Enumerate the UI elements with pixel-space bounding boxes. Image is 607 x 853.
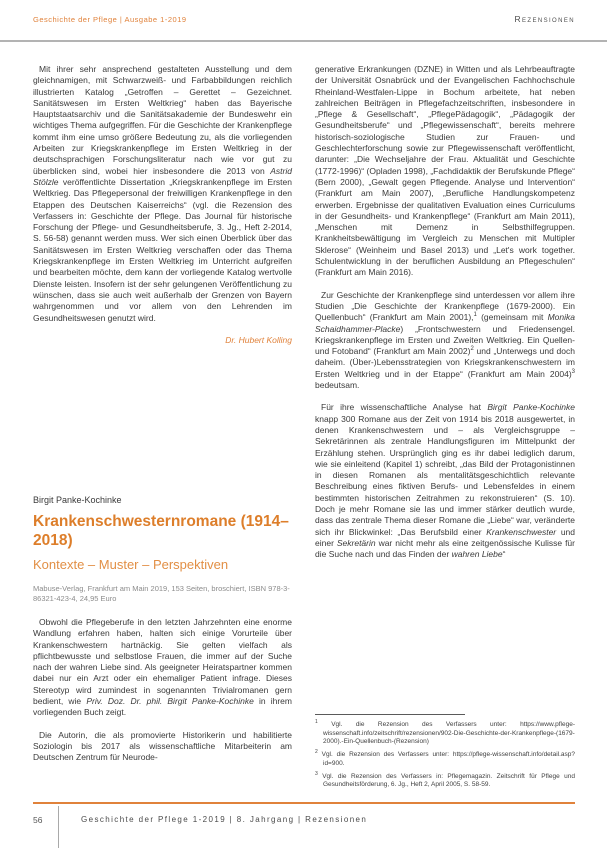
left-column [33, 64, 292, 800]
footer-rule [33, 802, 575, 804]
book-subtitle: Kontexte – Muster – Perspektiven [33, 557, 229, 572]
footnote-rule [315, 714, 465, 715]
right-column [315, 64, 575, 800]
publication-info: Mabuse-Verlag, Frankfurt am Main 2019, 153 Seiten, broschiert, ISBN 978-3-86321-423-4, 24,95 Euro [33, 584, 290, 603]
footer-running-title: Geschichte der Pflege 1-2019 | 8. Jahrgang | Rezensionen [81, 815, 368, 824]
content-columns [33, 64, 575, 800]
paragraph-review-intro: Obwohl die Pflegeberufe in den letzten Jahrzehnten eine enorme Wandlung erfahren haben, halten sich einige Vorurteile über Krankenschwestern hartnäckig. Sie gelten vielfach als pflichtbewusste und selbstlose Frauen, die immer auf der Suche nach der wahren Liebe sind. Als geeigneter Heiratspartner kommen dabei nur ein Arzt oder ein ehemaliger Patient infrage. Dieses Stereotyp wird zumindest in sogenannten Trivialromanen gern bedient, wie Priv. Doz. Dr. phil. Birgit Panke-Kochinke in ihrem vorliegenden Buch zeigt. [33, 617, 292, 718]
page-number: 56 [33, 815, 43, 825]
footnote-2-text: Vgl. die Rezension des Verfassers unter: https://pflege-wissenschaft.info/detail.asp?id=900. [321, 751, 576, 767]
paragraph-author-bio: Die Autorin, die als promovierte Historikerin und habilitierte Soziologin bis 2017 als wissenschaftliche Mitarbeiterin am Deutschen Zentrum für Neurode- [33, 729, 292, 763]
review-head-block [33, 495, 292, 775]
reviewer-signature: Dr. Hubert Kolling [225, 334, 292, 345]
footnote-1 [315, 718, 575, 747]
header-section-label: Rezensionen [514, 14, 575, 24]
footnote-2 [315, 748, 576, 768]
paragraph-previous-studies: Zur Geschichte der Krankenpflege sind unterdessen vor allem ihre Studien „Die Geschichte der Krankenpflege (1679-2000). Ein Quellenbuch“ (Frankfurt am Main 2001),$^1$ (gemeinsam mit Monika Schaidhammer-Placke) „Frontschwestern und Friedensengel. Kriegskrankenpflege im Ersten und Zweiten Weltkrieg. Ein Quellen- und Fotoband“ (Frankfurt am Main 2002)$^2$ und „Unterwegs und doch daheim. (Über-)Lebensstrategien von Kriegskrankenschwestern im Ersten Weltkrieg und in der Etappe“ (Frankfurt am Main 2004)$^3$ bedeutsam. [315, 289, 575, 391]
footer-divider [58, 806, 59, 848]
header-rule [0, 40, 607, 42]
footnote-3 [315, 770, 575, 790]
book-title: Krankenschwesternromane (1914–2018) [33, 513, 289, 549]
footnote-3-number: 3 [315, 770, 318, 777]
footnote-1-text: Vgl. die Rezension des Verfassers unter: https://www.pflege-wissenschaft.info/zeitschrift/rezensionen/902-Die-Geschichte-der-Krankenpflege-(1679-2000).-Ein-Quellenbuch-(Rezension) [323, 721, 575, 746]
paragraph-analysis: Für ihre wissenschaftliche Analyse hat Birgit Panke-Kochinke knapp 300 Romane aus der Zeit von 1914 bis 2018 ausgewertet, in denen Krankenschwestern und – als Vergleichsgruppe – Sekretärinnen als zentrale Handlungsfiguren im Mittelpunkt der Erzählung stehen. Ursprünglich ging es ihr dabei lediglich darum, wie sie einleitend (Kapitel 1) schreibt, „das Bild der Protagonistinnen in diesen Romanen als mentalitätsgeschichtlich relevante Beschreibung eines fiktiven Berufs- und Lebensfeldes in einem bestimmten historischen Zeitrahmen zu rekonstruieren“ (S. 10). Doch je mehr Romane sie las und immer stärker deutlich wurde, dass das zentrale Thema dieser Romane die „Liebe“ war, veränderte sich ihr Blickwinkel: „Das Berufsbild einer Krankenschwester und einer Sekretärin war nicht mehr als eine zeitgenössische Kulisse für die Suche nach und das Finden der wahren Liebe“ [315, 402, 576, 560]
footnote-1-number: 1 [315, 718, 318, 725]
footnote-3-text: Vgl. die Rezension des Verfassers in: Pflegemagazin. Zeitschrift für Pflege und Gesundheitsförderung, 6. Jg., Heft 2, April 2005, S. 58-59. [322, 772, 575, 789]
book-author: Birgit Panke-Kochinke [33, 495, 122, 505]
paragraph-bio-continued: generative Erkrankungen (DZNE) in Witten und als Lehrbeauftragte der Universität Osnabrück und der Evangelischen Fachhochschule Rheinland-Westfalen-Lippe in Bochum arbeitete, hat neben zahlreichen Beiträgen in Pflegefachzeitschriften, insbesondere in „Pflege & Gesellschaft“, „PflegePädagogik“, „Pädagogik der Gesundheitsberufe“ und „Pflegewissenschaft“, bereits mehrere historisch-soziologische Studien zur Frauen- und Geschlechterforschung sowie zur Pflegewissenschaft veröffentlicht, darunter: „Die Wechseljahre der Frau. Aktualität und Geschichte (1772-1996)“ (Opladen 1998), „Fachdidaktik der Berufskunde Pflege“ (Bern 2000), „Gewalt gegen Pflegende. Analyse und Intervention“ (Frankfurt am Main 2007), „Berufliche Handlungskompetenz erwerben. Ergebnisse der qualitativen Evaluation eines Curriculums in der Gesundheits- und Krankenpflege“ (Frankfurt am Main 2011), „Menschen mit Demenz in Selbsthilfegruppen. Krankheitsbewältigung im Vergleich zu Menschen mit Multipler Sklerose“ (Weinheim und Basel 2013) und „Let's work together. Schulentwicklung in der beruflichen Ausbildung an Pflegeschulen“ (Frankfurt am Main 2016). [315, 64, 575, 278]
footnote-block [315, 714, 575, 794]
header-journal-issue: Geschichte der Pflege | Ausgabe 1-2019 [33, 15, 187, 24]
paragraph-review-previous: Mit ihrer sehr ansprechend gestalteten Ausstellung und dem gleichnamigen, mit Schwarzweiß- und Farbabbildungen reichlich illustrierten Katalog „Getroffen – Gerettet – Gezeichnet. Sanitätswesen im Ersten Weltkrieg“ haben das Bayerische Hauptstaatsarchiv und die Sanitätsakademie der Bundeswehr ein wichtiges Thema aufgegriffen. Für die Geschichte der Krankenpflege kommt ihm eine umso größere Bedeutung zu, als die vorliegenden Arbeiten zur Kriegskrankenpflege im Ersten Weltkrieg in der deutschsprachigen Forschungsliteratur nach wie vor gut zu überblicken sind, wobei hier insbesondere die 2013 von Astrid Stölzle veröffentlichte Dissertation „Kriegskrankenpflege im Ersten Weltkrieg. Das Pflegepersonal der freiwilligen Krankenpflege in den Etappen des Deutschen Kaiserreichs“ (vgl. die Rezension des Verfassers in: Geschichte der Pflege. Das Journal für historische Forschung der Pflege- und Gesundheitsberufe, 3. Jg., Heft 2-2014, S. 56-58) genannt werden muss. Wer sich einen Überblick über das Sanitätswesen im Ersten Weltkrieg verschaffen oder das Thema Kriegskrankenpflege im Ersten Weltkrieg im Unterricht aufgreifen und bearbeiten möchte, dem kann der vorliegende Katalog wertvolle Dienste leisten. Insofern ist der sehr gelungenen Veröffentlichung zu wünschen, dass sie auch weit außerhalb der Grenzen von Bayern wahrgenommen und vor allem von den Lehrenden im Gesundheitswesen genutzt wird. [33, 64, 292, 323]
footnote-2-number: 2 [315, 748, 318, 755]
